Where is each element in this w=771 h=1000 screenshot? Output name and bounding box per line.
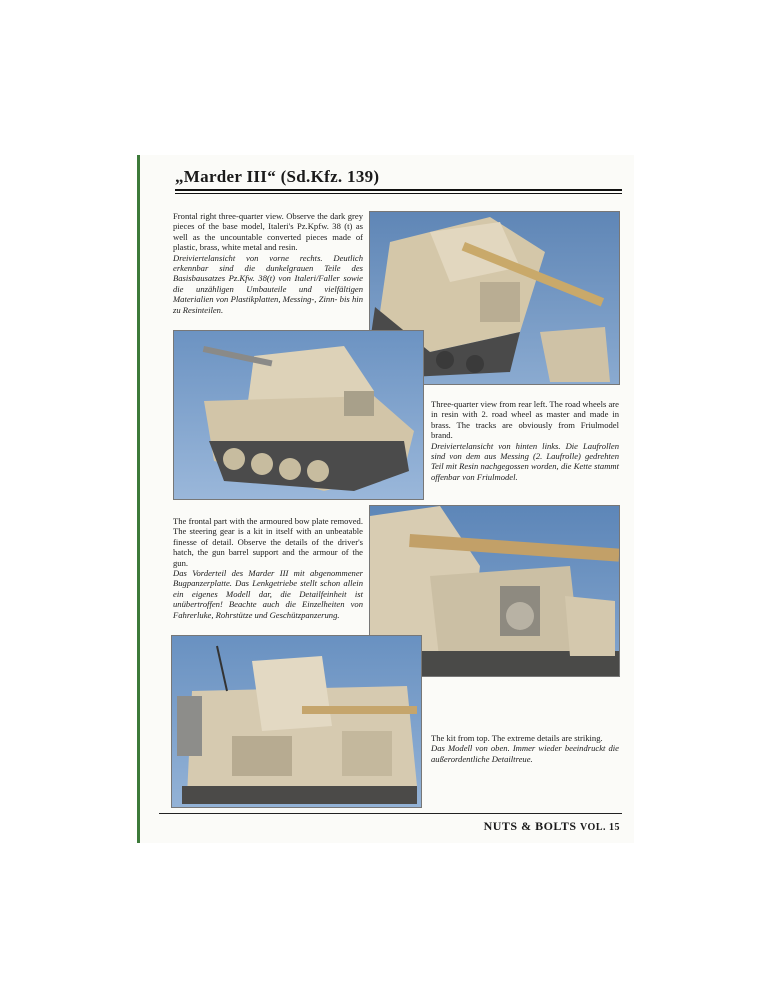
caption-english: Three-quarter view from rear left. The road wheels are in resin with 2. road wheel as master and made in brass. The tracks are obviously from Friulmodel brand. (431, 399, 619, 441)
magazine-page (137, 155, 634, 843)
page-footer (484, 819, 620, 834)
volume-number: VOL. 15 (580, 822, 620, 833)
caption-german: Dreiviertelansicht von vorne rechts. Deutlich erkennbar sind die dunkelgrauen Teile des Basisbausatzes Pz.Kfw. 38(t) von Italeri/Faller sowie die unzähligen Umbauteile und vielfältigen Materialien von Plastikplatten, Messing-, Zinn- bis hin zu Resinteilen. (173, 252, 363, 315)
caption-english: Frontal right three-quarter view. Observe the dark grey pieces of the base model, Italeri's Pz.Kpfw. 38 (t) as well as the uncountable converted pieces made of plastic, brass, white metal and resin. (173, 211, 363, 253)
caption-german: Das Vorderteil des Marder III mit abgenommener Bugpanzerplatte. Das Lenkgetriebe stellt schon allein ein eigenes Modell dar, die Detailfeinheit ist unübertroffen! Beachte auch die Einzelheiten von Fahrerluke, Rohrstütze und Geschützpanzerung. (173, 568, 363, 620)
photo-rear-left-view (173, 330, 424, 500)
footer-rule (159, 813, 622, 814)
caption-german: Das Modell von oben. Immer wieder beeindruckt die außerordentliche Detailtreue. (431, 743, 619, 764)
title-rule-thin (175, 193, 622, 194)
caption-frontal-part (173, 516, 363, 620)
caption-english: The frontal part with the armoured bow plate removed. The steering gear is a kit in itself with an unbeatable finesse of detail. Observe the details of the driver's hatch, the gun barrel support and the armour of the gun. (173, 516, 363, 568)
caption-english: The kit from top. The extreme details are striking. (431, 733, 603, 743)
photo-top-view (171, 635, 422, 808)
magazine-name: NUTS & BOLTS (483, 819, 577, 833)
caption-rear-left (431, 399, 619, 482)
caption-front-right (173, 211, 363, 315)
page-title: „Marder III“ (Sd.Kfz. 139) (175, 167, 380, 186)
page-edge-accent (137, 155, 140, 843)
caption-german: Dreiviertelansicht von hinten links. Die Laufrollen sind von dem aus Messing (2. Laufrolle) gedrehten Teil mit Resin nachgegossen worden, die Kette stammt offenbar von Friulmodel. (431, 440, 619, 482)
caption-top-view (431, 733, 619, 764)
title-rule-thick (175, 189, 622, 191)
